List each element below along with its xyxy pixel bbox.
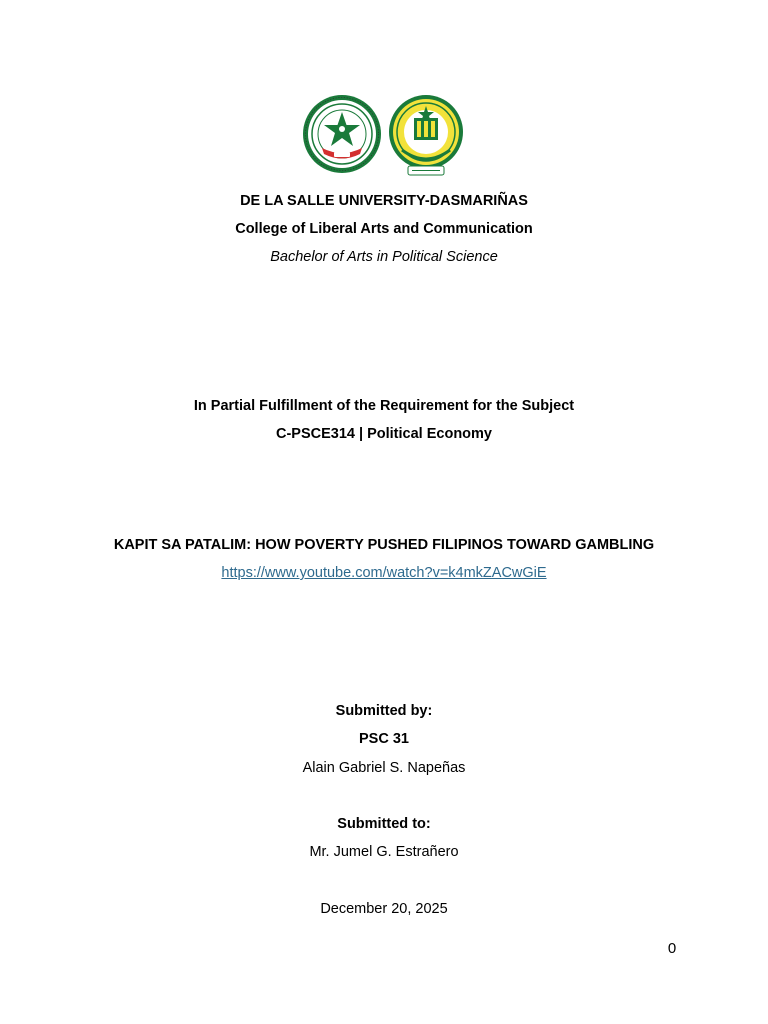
header-logos	[0, 92, 768, 182]
author-name: Alain Gabriel S. Napeñas	[302, 760, 466, 776]
subject-code: C-PSCE314 | Political Economy	[276, 426, 492, 442]
fulfillment-statement: In Partial Fulfillment of the Requirement for the Subject	[193, 398, 575, 414]
instructor-name: Mr. Jumel G. Estrañero	[309, 844, 459, 860]
submitted-by-label: Submitted by:	[335, 703, 433, 719]
dlsu-d-seal-icon	[302, 92, 382, 176]
section-name: PSC 31	[359, 731, 409, 747]
paper-title: KAPIT SA PATALIM: HOW POVERTY PUSHED FILIPINOS TOWARD GAMBLING	[113, 537, 655, 553]
page-number: 0	[667, 940, 677, 957]
college-name: College of Liberal Arts and Communication	[235, 221, 533, 237]
video-link-row	[0, 564, 768, 582]
university-name: DE LA SALLE UNIVERSITY-DASMARIÑAS	[240, 193, 528, 209]
clac-seal-icon	[388, 92, 466, 178]
video-link[interactable]: https://www.youtube.com/watch?v=k4mkZACwGiE	[221, 565, 547, 581]
submission-date: December 20, 2025	[320, 901, 448, 917]
program-name: Bachelor of Arts in Political Science	[270, 249, 498, 265]
submitted-to-label: Submitted to:	[337, 816, 431, 832]
